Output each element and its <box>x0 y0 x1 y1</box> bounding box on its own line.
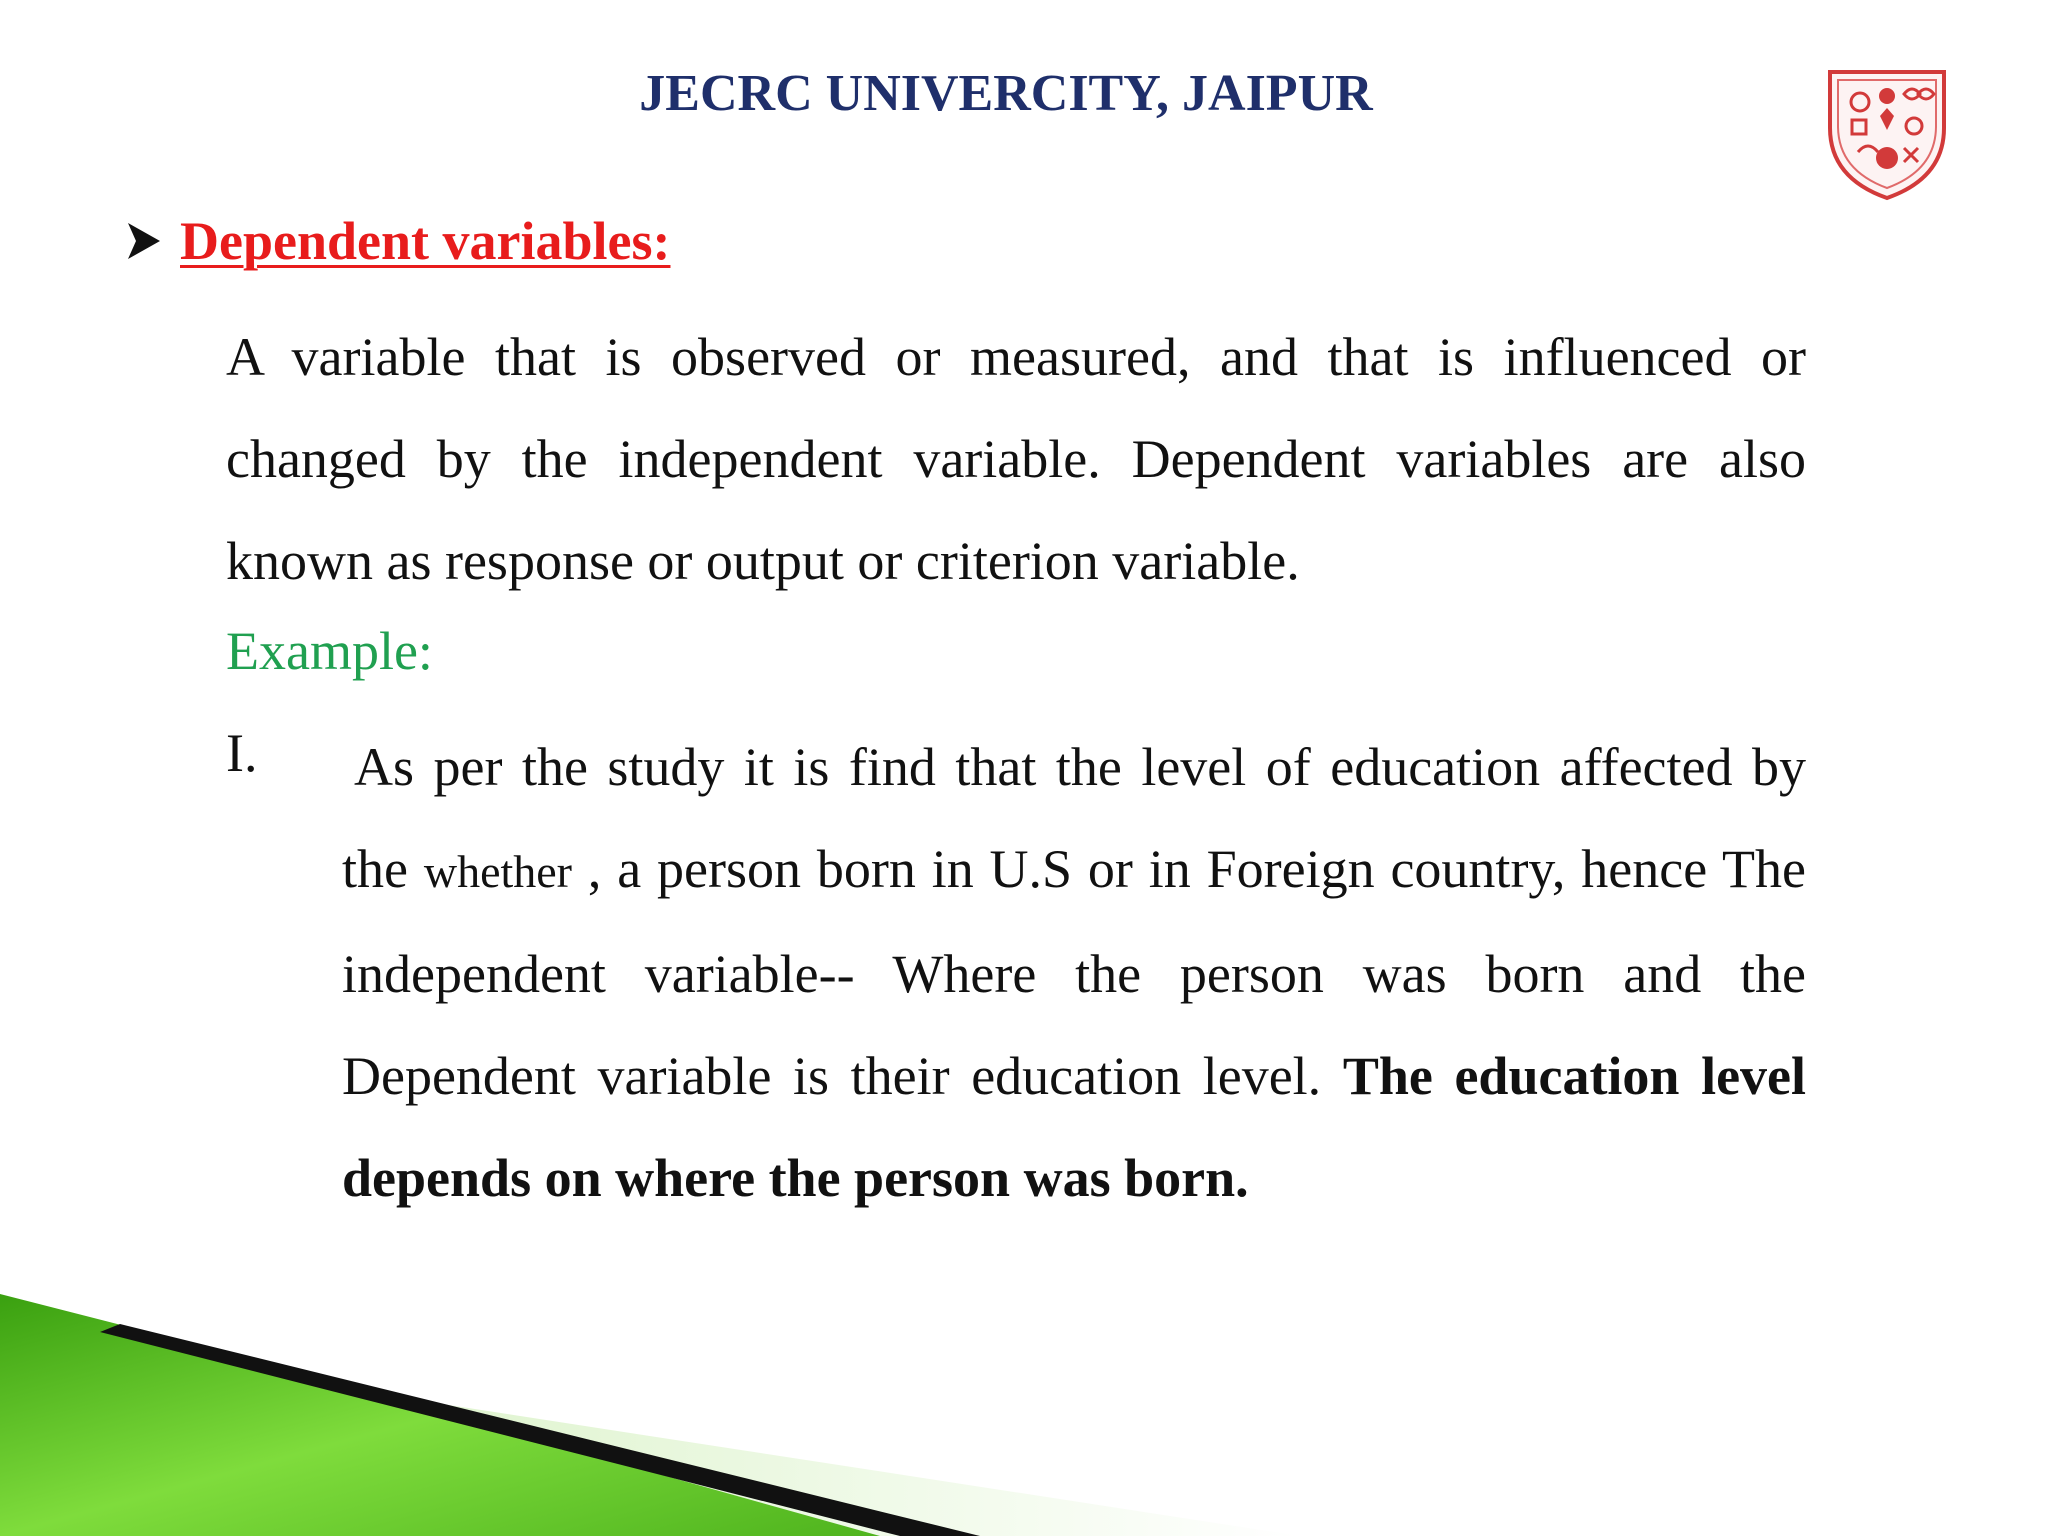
university-crest-icon <box>1824 66 1950 202</box>
example-text-part2: , a person born in U.S or in Foreign country, hence The independent variable-- Where the person was born and the Dependent variable is their education level. <box>342 839 1807 1106</box>
example-text-part1: As per the study it is find that the level of education affected by the <box>342 737 1806 899</box>
arrow-bullet-icon <box>126 221 162 261</box>
slide-title: JECRC UNIVERCITY, JAIPUR <box>639 65 1373 122</box>
example-label: Example: <box>226 621 433 681</box>
example-small-word: whether <box>423 846 572 897</box>
bold-conclusion: The education level depends on where the person was born. <box>342 1046 1807 1208</box>
example-item-text <box>342 716 1806 1229</box>
list-numeral: I. <box>226 723 258 783</box>
section-heading: Dependent variables: <box>180 211 671 271</box>
definition-paragraph: A variable that is observed or measured, and that is influenced or changed by the independent variable. Dependent variables are also known as response or output or criterion variable. <box>226 327 1806 591</box>
footer-swoosh-decoration <box>0 1280 2048 1536</box>
bullet-heading <box>126 206 670 276</box>
